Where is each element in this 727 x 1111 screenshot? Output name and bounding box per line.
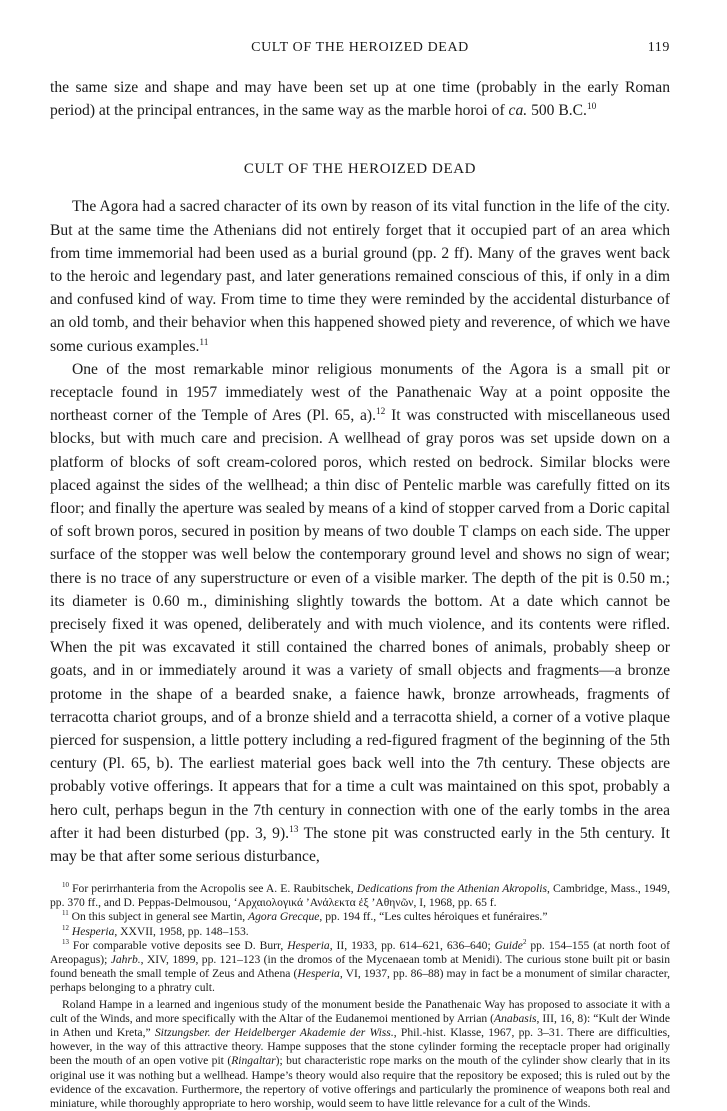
footnote-title: Sitzungsber. der Heidelberger Akademie der Wiss.	[154, 1026, 394, 1040]
footnote-number: 11	[62, 909, 69, 918]
footnote-number: 13	[62, 937, 69, 946]
intro-ca: ca.	[508, 102, 528, 120]
footnote-ref-13: 13	[289, 824, 299, 835]
section-title: CULT OF THE HEROIZED DEAD	[243, 161, 477, 178]
intro-bc: B.C.	[558, 102, 587, 120]
footnote-13	[50, 939, 670, 995]
footnote-ref-11: 11	[199, 337, 209, 348]
footnote-text: For perirrhanteria from the Acropolis see A. E. Raubitschek,	[68, 882, 357, 896]
footnotes	[50, 882, 670, 1111]
footnote-12	[50, 925, 670, 939]
footnote-text: ); but characteristic rope marks on the mouth of the cylinder show clearly that in its original use it was nothing but a wellhead. Hampe’s theory would also require that the repository be exposed; this is ruled out by the evidence of the excavation. Furthermore, the repertory of votive offerings and particularly the prominence of weapons both real and miniature, while thoroughly appropriate to hero worship, would seem to have little relevance for a cult of the Winds.	[50, 1054, 670, 1110]
footnote-text: On this subject in general see Martin,	[68, 910, 249, 924]
paragraph-2-text-3: The stone pit was constructed early in the 5th century. It may be that after some serious disturbance,	[50, 824, 670, 866]
footnote-title: Jahrb.	[110, 952, 141, 966]
footnote-number: 10	[62, 881, 69, 890]
footnote-text: , VI, 1937, pp. 86–88) may in fact be a monument of similar character, perhaps belonging to a phratry cult.	[50, 966, 671, 994]
footnote-text: , XXVII, 1958, pp. 148–153.	[114, 924, 249, 938]
footnote-ref-10: 10	[586, 102, 597, 113]
footnote-title: Hesperia	[287, 938, 330, 952]
paragraph-2	[50, 358, 670, 868]
footnote-text: , Cambridge, Mass., 1949, pp. 370 ff., and D. Peppas-Delmousou, ‘Αρχαιολογικά ’Ανάλεκτα ἐξ ’Αθηνῶν, I, 1968, pp. 65 f.	[50, 882, 670, 910]
edition-number: 2	[522, 937, 527, 946]
footnote-text: For comparable votive deposits see D. Burr,	[68, 938, 288, 952]
page-number: 119	[647, 40, 670, 55]
page	[50, 40, 670, 1111]
intro-paragraph	[50, 76, 670, 122]
footnote-title: Guide	[494, 938, 523, 952]
footnote-title: Anabasis	[494, 1012, 537, 1026]
footnote-text: pp. 154–155 (at north foot of Areopagus);	[50, 938, 671, 966]
paragraph-1-text: The Agora had a sacred character of its own by reason of its vital function in the life of the city. But at the same time the Athenians did not entirely forget that it occupied part of an area which from time immemorial had been used as a burial ground (pp. 2 ff). Many of the graves went back to the heroic and legendary past, and later generations remained conscious of this, if only in a dim and confused kind of way. From time to time they were reminded by the accidental disturbance of an old tomb, and their behavior when this happened showed piety and reverence, of which we have some curious examples.	[50, 198, 670, 355]
footnote-title: Ringaltar	[231, 1054, 276, 1068]
paragraph-2-text-1: One of the most remarkable minor religious monuments of the Agora is a small pit or receptacle found in 1957 immediately west of the Panathenaic Way at a point opposite the northeast corner of the Temple of Ares (Pl. 65, a).	[50, 360, 670, 425]
intro-text: the same size and shape and may have been set up at one time (probably in the early Roman period) at the principal entrances, in the same way as the marble horoi of	[50, 79, 670, 120]
footnote-10	[50, 882, 670, 910]
footnote-title: Agora Grecque	[248, 910, 320, 924]
footnote-text: , Phil.-hist. Klasse, 1967, pp. 3–31. There are difficulties, however, in the way of this attractive theory. Hampe supposes that the stone cylinder forming the receptacle proper had originally been the mouth of an open votive pit (	[50, 1026, 670, 1068]
footnote-title: Dedications from the Athenian Akropolis	[356, 882, 547, 896]
footnote-text: , XIV, 1899, pp. 121–123 (in the dromos of the Mycenaean tomb at Menidi). The curious stone built pit or basin found beneath the small temple of Zeus and Athena (	[50, 952, 670, 980]
footnote-text: , pp. 194 ff., “Les cultes héroiques et funéraires.”	[319, 910, 548, 924]
footnote-11	[50, 910, 670, 924]
footnote-title: Hesperia	[71, 924, 115, 938]
footnote-text: , III, 16, 8): “Kult der Winde in Athen und Kreta,”	[50, 1012, 670, 1040]
running-head-title: CULT OF THE HEROIZED DEAD	[251, 40, 469, 55]
footnote-hampe	[50, 998, 670, 1111]
footnote-title: Hesperia	[297, 966, 340, 980]
footnote-text: Roland Hampe in a learned and ingenious study of the monument beside the Panathenaic Way has proposed to associate it with a cult of the Winds, and more specifically with the Altar of the Eudanemoi mentioned by Arrian (	[50, 998, 670, 1026]
running-head	[50, 40, 670, 62]
paragraph-2-text-2: It was constructed with miscellaneous used blocks, but with much care and precision. A wellhead of gray poros was set upside down on a platform of blocks of soft cream-colored poros, which rested on bedrock. Similar blocks were placed against the sides of the wellhead; a thin disc of Pentelic marble was carefully fitted on its floor; and finally the aperture was sealed by means of a kind of stopper carved from a Doric capital of soft brown poros, secured in position by means of two double T clamps on each side. The upper surface of the stopper was well below the contemporary ground level and shows no sign of wear; there is no trace of any superstructure or even of a visible marker. The depth of the pit is 0.50 m.; its diameter is 0.60 m., diminishing slightly towards the bottom. At a date which cannot be precisely fixed it was opened, deliberately and with much violence, and its contents were rifled. When the pit was excavated it still contained the charred bones of animals, probably sheep or goats, and in or immediately around it was a variety of small objects and fragments—a bronze protome in the shape of a bearded snake, a faience hawk, bronze arrowheads, fragments of terracotta chariot groups, and of a bronze shield and a terracotta shield, a corner of a votive plaque pierced for suspension, a little pottery including a red-figured fragment of the beginning of the 5th century (Pl. 65, b). The earliest material goes back well into the 7th century. These objects are probably votive offerings. It appears that for a time a cult was maintained on this spot, probably a hero cult, perhaps begun in the 7th century in connection with one of the early tombs in the area after it had been disturbed (pp. 3, 9).	[50, 407, 670, 842]
paragraph-1	[50, 195, 670, 357]
intro-date: 500	[527, 102, 559, 120]
footnote-number: 12	[62, 923, 69, 932]
footnote-text: , II, 1933, pp. 614–621, 636–640;	[329, 938, 495, 952]
footnote-ref-12: 12	[375, 407, 386, 418]
